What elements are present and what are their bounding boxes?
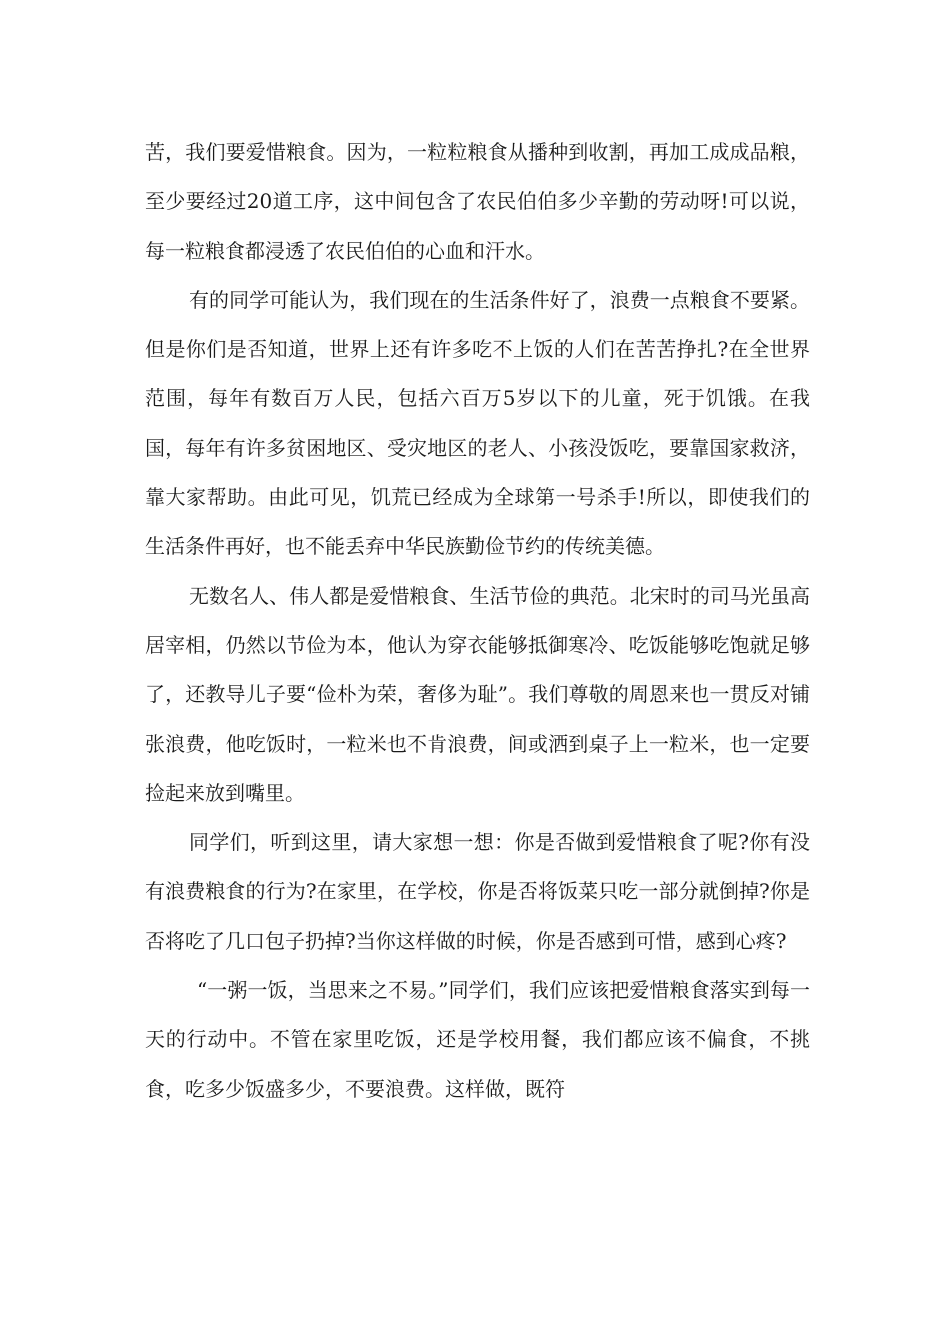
paragraph: “一粥一饭，当思来之不易。”同学们，我们应该把爱惜粮食落实到每一天的行动中。不管在家里吃饭，还是学校用餐，我们都应该不偏食，不挑食，吃多少饭盛多少，不要浪费。这样做，既符 [145,978,810,1101]
paragraph: 无数名人、伟人都是爱惜粮食、生活节俭的典范。北宋时的司马光虽高居宰相，仍然以节俭为本，他认为穿衣能够抵御寒冷、吃饭能够吃饱就足够了，还教导儿子要“俭朴为荣，奢侈为耻”。我们尊敬的周恩来也一贯反对铺张浪费，他吃饭时，一粒米也不肯浪费，间或洒到桌子上一粒米，也一定要捡起来放到嘴里。 [145,583,810,805]
paragraph: 同学们，听到这里，请大家想一想：你是否做到爱惜粮食了呢?你有没有浪费粮食的行为?在家里，在学校，你是否将饭菜只吃一部分就倒掉?你是否将吃了几口包子扔掉?当你这样做的时候，你是否感到可惜，感到心疼? [145,830,810,953]
body-text [145,128,810,1114]
paragraph: 有的同学可能认为，我们现在的生活条件好了，浪费一点粮食不要紧。但是你们是否知道，世界上还有许多吃不上饭的人们在苦苦挣扎?在全世界范围，每年有数百万人民，包括六百万5岁以下的儿童，死于饥饿。在我国，每年有许多贫困地区、受灾地区的老人、小孩没饭吃，要靠国家救济，靠大家帮助。由此可见，饥荒已经成为全球第一号杀手!所以，即使我们的生活条件再好，也不能丢弃中华民族勤俭节约的传统美德。 [145,287,810,559]
paragraph-continued: 苦，我们要爱惜粮食。因为，一粒粒粮食从播种到收割，再加工成成品粮，至少要经过20道工序，这中间包含了农民伯伯多少辛勤的劳动呀!可以说，每一粒粮食都浸透了农民伯伯的心血和汗水。 [145,140,810,263]
